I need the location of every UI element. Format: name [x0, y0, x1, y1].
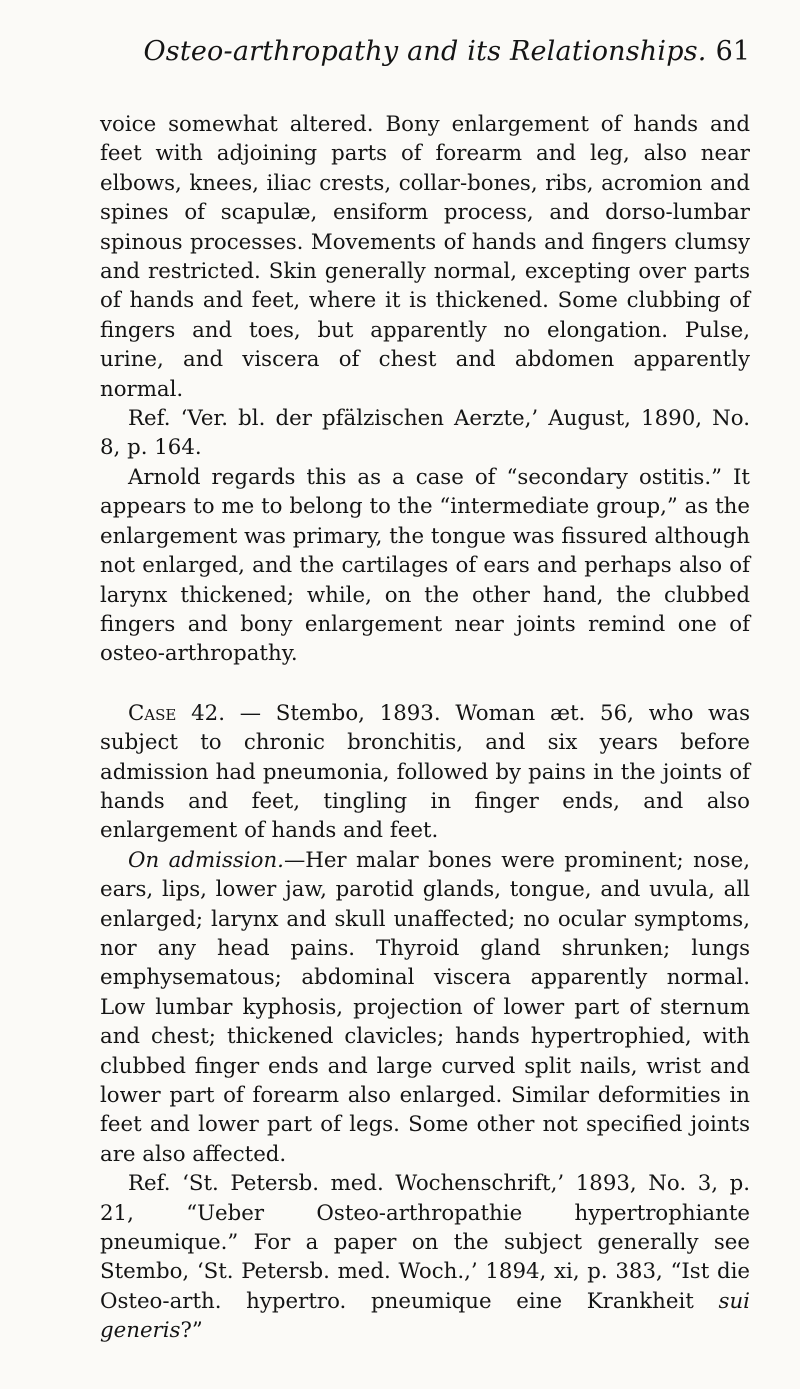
paragraph-text: Arnold regards this as a case of “secondary ostitis.” It appears to me to belong to the “intermediate group,” as the enlargement was primary, the tongue was fissured although not enlarged, and the cartilages of ears and perhaps also of larynx thickened; while, on the other hand, the clubbed fingers and bony enlargement near joints remind one of osteo-arthropathy. [100, 464, 750, 667]
paragraph-text: —Her malar bones were prominent; nose, ears, lips, lower jaw, parotid glands, tongue, and uvula, all enlarged; larynx and skull unaffected; no ocular symptoms, nor any head pains. Thyroid gland shrunken; lungs emphysematous; abdominal viscera apparently normal. Low lumbar kyphosis, projection of lower part of sternum and chest; thickened clavicles; hands hypertrophied, with clubbed finger ends and large curved split nails, wrist and lower part of forearm also enlarged. Similar deformities in feet and lower part of legs. Some other not specified joints are also affected. [100, 847, 751, 1167]
running-title: Osteo-arthropathy and its Relationships. [143, 36, 707, 67]
reference-italic: sui generis [100, 1288, 750, 1344]
reference-end: ?” [180, 1318, 203, 1344]
paragraph-case-continuation [100, 110, 750, 404]
running-head [100, 30, 750, 80]
reference-ver-bl [100, 404, 750, 463]
paragraph-text: voice somewhat altered. Bony enlargement of hands and feet with adjoining parts of forearm and leg, also near elbows, knees, iliac crests, collar-bones, ribs, acromion and spines of scapulæ, ensiform process, and dorso-lumbar spinous processes. Movements of hands and fingers clumsy and restricted. Skin generally normal, excepting over parts of hands and feet, where it is thickened. Some clubbing of fingers and toes, but apparently no elongation. Pulse, urine, and viscera of chest and abdomen apparently normal. [100, 112, 750, 402]
body-text [100, 110, 750, 1346]
reference-text: Ref. ‘Ver. bl. der pfälzischen Aerzte,’ August, 1890, No. 8, p. 164. [100, 406, 750, 461]
paragraph-arnold [100, 463, 750, 669]
section-lead: On admission. [128, 847, 284, 873]
paragraph-on-admission [100, 846, 750, 1169]
paragraph-text: — Stembo, 1893. Woman æt. 56, who was subject to chronic bronchitis, and six years before admission had pneumonia, followed by pains in the joints of hands and feet, tingling in finger ends, and also enlargement of hands and feet. [100, 700, 750, 844]
page-number: 61 [715, 36, 750, 67]
case-label: Case 42. [128, 700, 225, 726]
reference-st-petersb [100, 1169, 750, 1345]
reference-text: Ref. ‘St. Petersb. med. Wochenschrift,’ 1893, No. 3, p. 21, “Ueber Osteo-arthropathie hypertrophiante pneumique.” For a paper on the subject generally see Stembo, ‘St. Petersb. med. Woch.,’ 1894, xi, p. 383, “Ist die Osteo-arth. hypertro. pneumique eine Krankheit [100, 1171, 750, 1314]
paragraph-case-42 [100, 699, 750, 846]
